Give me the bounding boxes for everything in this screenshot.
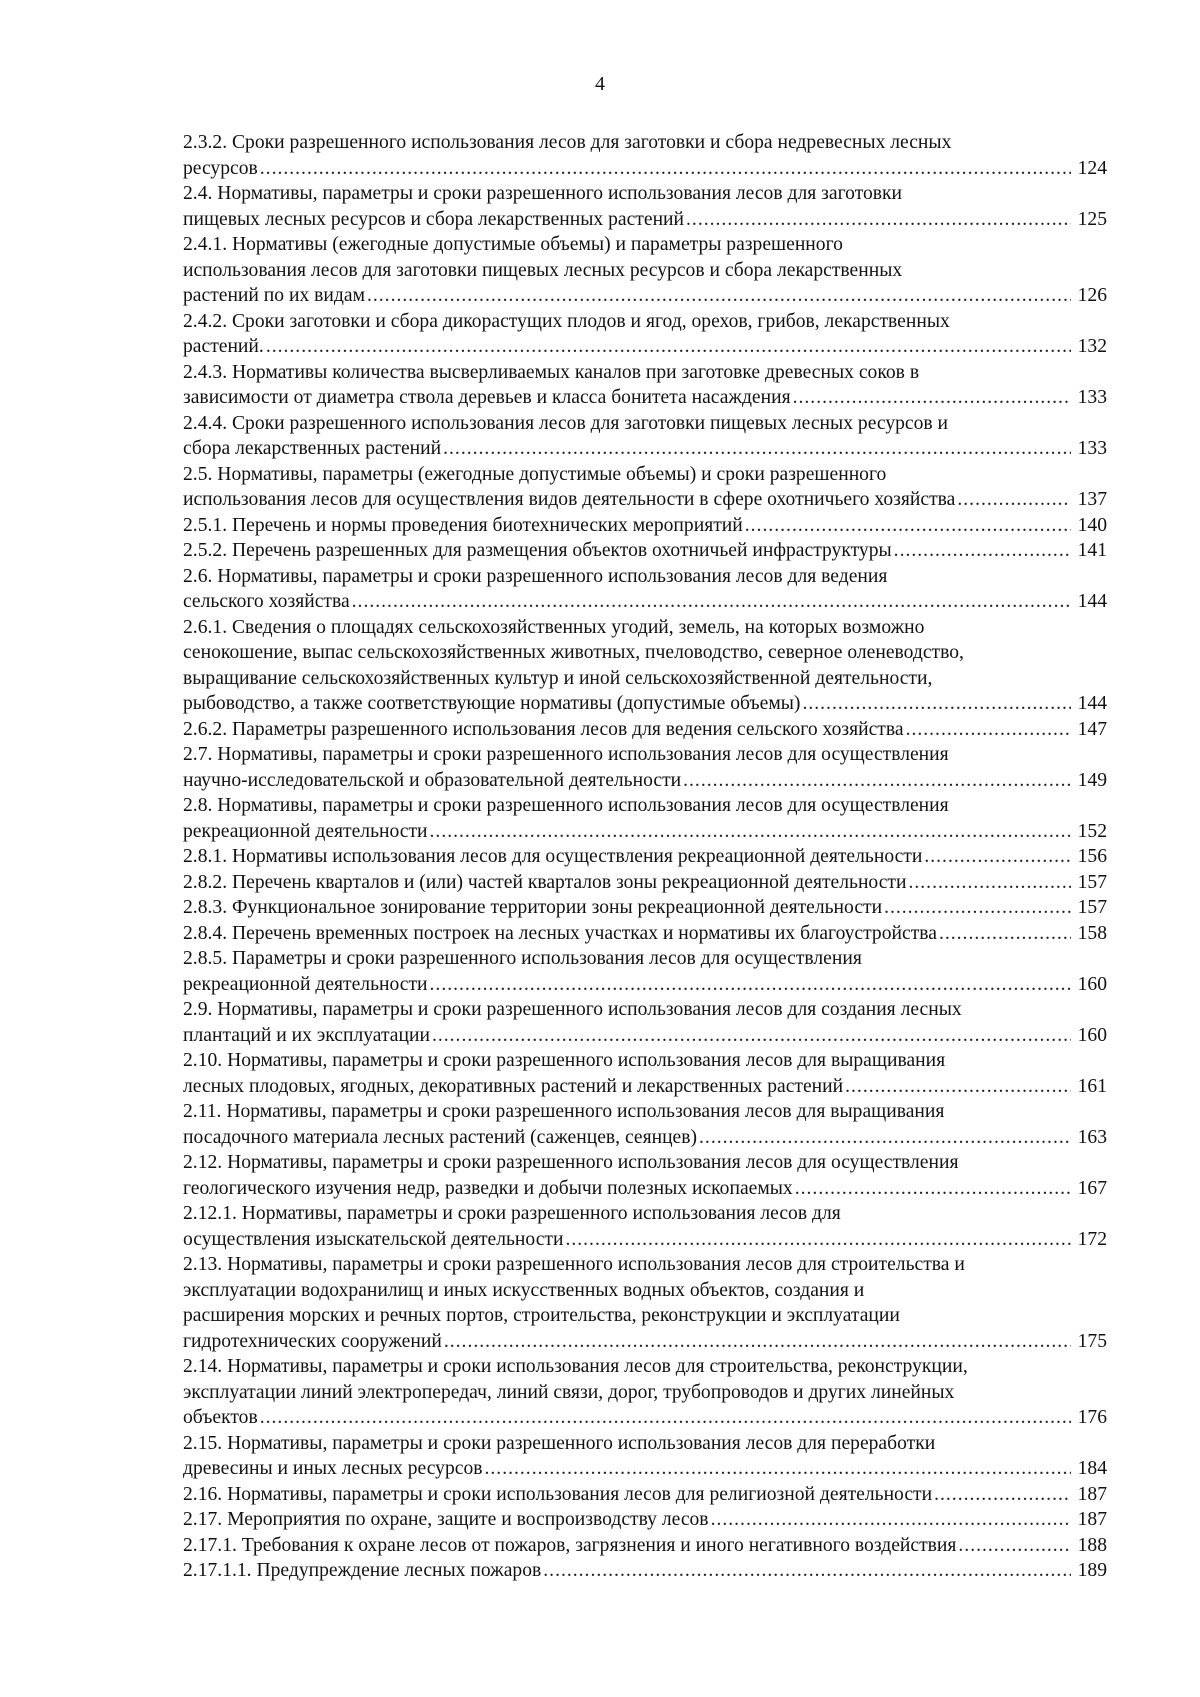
toc-entry-page: 172 bbox=[1077, 1228, 1107, 1250]
toc-entry-page: 125 bbox=[1077, 208, 1107, 230]
toc-entry bbox=[183, 462, 1107, 513]
toc-entry bbox=[183, 1533, 1107, 1559]
dot-leader bbox=[266, 334, 1071, 360]
dot-leader bbox=[543, 1558, 1071, 1584]
toc-entry bbox=[183, 1252, 1107, 1354]
toc-entry bbox=[183, 1431, 1107, 1482]
dot-leader bbox=[565, 1227, 1071, 1253]
toc-entry bbox=[183, 1507, 1107, 1533]
dot-leader bbox=[894, 538, 1071, 564]
toc-entry bbox=[183, 564, 1107, 615]
toc-entry-title: рекреационной деятельности bbox=[183, 973, 428, 995]
toc-entry-page: 160 bbox=[1077, 973, 1107, 995]
toc-entry-line: 2.11. Нормативы, параметры и сроки разрешенного использования лесов для выращивания bbox=[183, 1101, 945, 1122]
dot-leader bbox=[430, 819, 1071, 845]
toc-entry-title: объектов bbox=[183, 1407, 258, 1428]
toc-entry-line: 2.6.1. Сведения о площадях сельскохозяйственных угодий, земель, на которых возможно bbox=[183, 616, 925, 638]
toc-entry-line: 2.13. Нормативы, параметры и сроки разрешенного использования лесов для строительства и bbox=[183, 1254, 965, 1275]
toc-entry-page: 176 bbox=[1077, 1407, 1107, 1428]
toc-entry bbox=[183, 411, 1107, 462]
toc-entry-page: 187 bbox=[1077, 1509, 1107, 1530]
toc-entry-title: растений. bbox=[183, 336, 264, 357]
toc-entry-title: древесины и иных лесных ресурсов bbox=[183, 1458, 483, 1479]
toc-entry bbox=[183, 1354, 1107, 1431]
dot-leader bbox=[430, 972, 1071, 998]
toc-entry bbox=[183, 742, 1107, 793]
dot-leader bbox=[711, 1507, 1071, 1533]
toc-entry-page: 163 bbox=[1077, 1126, 1107, 1148]
dot-leader bbox=[683, 768, 1071, 794]
toc-entry-line: 2.8. Нормативы, параметры и сроки разрешенного использования лесов для осуществления bbox=[183, 795, 949, 816]
toc-entry-page: 184 bbox=[1077, 1458, 1107, 1479]
toc-entry bbox=[183, 997, 1107, 1048]
toc-entry-title: гидротехнических сооружений bbox=[183, 1330, 442, 1352]
toc-entry-line: эксплуатации линий электропередач, линий связи, дорог, трубопроводов и других линейных bbox=[183, 1381, 955, 1403]
toc-entry-line: 2.12. Нормативы, параметры и сроки разрешенного использования лесов для осуществления bbox=[183, 1152, 959, 1173]
dot-leader bbox=[924, 844, 1071, 870]
toc-entry-line: 2.7. Нормативы, параметры и сроки разрешенного использования лесов для осуществления bbox=[183, 744, 949, 765]
toc-entry-page: 152 bbox=[1077, 820, 1107, 842]
toc-entry-page: 124 bbox=[1077, 157, 1107, 179]
dot-leader bbox=[958, 1533, 1071, 1559]
toc-entry-page: 157 bbox=[1077, 871, 1107, 893]
toc-entry-page: 144 bbox=[1077, 693, 1107, 714]
toc-entry-title: геологического изучения недр, разведки и добычи полезных ископаемых bbox=[183, 1177, 793, 1199]
toc-entry bbox=[183, 513, 1107, 539]
dot-leader bbox=[745, 513, 1071, 539]
toc-entry-page: 187 bbox=[1077, 1483, 1107, 1505]
toc-entry-title: рекреационной деятельности bbox=[183, 820, 428, 842]
toc-entry-line: выращивание сельскохозяйственных культур и иной сельскохозяйственной деятельности, bbox=[183, 667, 933, 689]
table-of-contents bbox=[183, 130, 1107, 1584]
dot-leader bbox=[884, 895, 1071, 921]
toc-entry-line: использования лесов для заготовки пищевых лесных ресурсов и сбора лекарственных bbox=[183, 259, 903, 281]
toc-entry-title: сельского хозяйства bbox=[183, 591, 350, 612]
toc-entry-line: 2.8.5. Параметры и сроки разрешенного использования лесов для осуществления bbox=[183, 948, 862, 969]
toc-entry-title: 2.6.2. Параметры разрешенного использования лесов для ведения сельского хозяйства bbox=[183, 718, 904, 740]
toc-entry-page: 141 bbox=[1077, 540, 1107, 561]
toc-entry-line: расширения морских и речных портов, строительства, реконструкции и эксплуатации bbox=[183, 1305, 900, 1326]
toc-entry-title: сбора лекарственных растений bbox=[183, 438, 442, 459]
toc-entry bbox=[183, 1048, 1107, 1099]
toc-entry-title: рыбоводство, а также соответствующие нормативы (допустимые объемы) bbox=[183, 693, 801, 714]
toc-entry bbox=[183, 130, 1107, 181]
toc-entry-page: 161 bbox=[1077, 1075, 1107, 1097]
toc-entry-line: 2.15. Нормативы, параметры и сроки разрешенного использования лесов для переработки bbox=[183, 1432, 936, 1454]
toc-entry-title: осуществления изыскательской деятельности bbox=[183, 1228, 564, 1250]
toc-entry-title: лесных плодовых, ягодных, декоративных растений и лекарственных растений bbox=[183, 1075, 844, 1097]
dot-leader bbox=[939, 921, 1071, 947]
dot-leader bbox=[908, 870, 1071, 896]
toc-entry-title: 2.17.1.1. Предупреждение лесных пожаров bbox=[183, 1560, 542, 1581]
toc-entry bbox=[183, 360, 1107, 411]
toc-entry-title: пищевых лесных ресурсов и сбора лекарственных растений bbox=[183, 208, 685, 230]
toc-entry-title: 2.5.2. Перечень разрешенных для размещения объектов охотничьей инфраструктуры bbox=[183, 540, 892, 561]
dot-leader bbox=[845, 1074, 1071, 1100]
dot-leader bbox=[485, 1456, 1072, 1482]
toc-entry bbox=[183, 1099, 1107, 1150]
toc-entry-line: 2.9. Нормативы, параметры и сроки разрешенного использования лесов для создания лесных bbox=[183, 999, 962, 1020]
toc-entry-line: 2.4. Нормативы, параметры и сроки разрешенного использования лесов для заготовки bbox=[183, 183, 903, 204]
toc-entry bbox=[183, 232, 1107, 309]
toc-entry-title: посадочного материала лесных растений (саженцев, сеянцев) bbox=[183, 1126, 698, 1148]
toc-entry-title: растений по их видам bbox=[183, 285, 365, 306]
toc-entry-line: 2.4.2. Сроки заготовки и сбора дикорастущих плодов и ягод, орехов, грибов, лекарственных bbox=[183, 310, 950, 332]
toc-entry-line: 2.4.1. Нормативы (ежегодные допустимые объемы) и параметры разрешенного bbox=[183, 234, 843, 255]
toc-entry-title: 2.17. Мероприятия по охране, защите и воспроизводству лесов bbox=[183, 1509, 709, 1530]
toc-entry bbox=[183, 793, 1107, 844]
toc-entry-page: 158 bbox=[1077, 922, 1107, 944]
dot-leader bbox=[260, 156, 1071, 182]
toc-entry-page: 132 bbox=[1077, 336, 1107, 357]
toc-entry-page: 188 bbox=[1077, 1534, 1107, 1556]
toc-entry-line: 2.12.1. Нормативы, параметры и сроки разрешенного использования лесов для bbox=[183, 1203, 841, 1224]
toc-entry-page: 133 bbox=[1077, 438, 1107, 459]
toc-entry bbox=[183, 921, 1107, 947]
page-number: 4 bbox=[595, 73, 605, 95]
dot-leader bbox=[367, 283, 1071, 309]
toc-entry bbox=[183, 1150, 1107, 1201]
toc-entry-page: 149 bbox=[1077, 769, 1107, 791]
toc-entry-page: 137 bbox=[1077, 489, 1107, 510]
toc-entry bbox=[183, 895, 1107, 921]
dot-leader bbox=[802, 691, 1071, 717]
toc-entry-title: зависимости от диаметра ствола деревьев и класса бонитета насаждения bbox=[183, 387, 791, 408]
dot-leader bbox=[795, 1176, 1071, 1202]
toc-entry-title: использования лесов для осуществления видов деятельности в сфере охотничьего хозяйства bbox=[183, 489, 956, 510]
dot-leader bbox=[699, 1125, 1071, 1151]
toc-entry-title: 2.16. Нормативы, параметры и сроки использования лесов для религиозной деятельности bbox=[183, 1483, 933, 1505]
toc-entry-page: 147 bbox=[1077, 718, 1107, 740]
dot-leader bbox=[432, 1023, 1071, 1049]
toc-entry-title: 2.17.1. Требования к охране лесов от пожаров, загрязнения и иного негативного воздействия bbox=[183, 1534, 957, 1556]
dot-leader bbox=[906, 717, 1071, 743]
toc-entry-page: 189 bbox=[1077, 1560, 1107, 1581]
toc-entry-page: 133 bbox=[1077, 387, 1107, 408]
toc-entry-line: 2.3.2. Сроки разрешенного использования лесов для заготовки и сбора недревесных лесных bbox=[183, 132, 952, 153]
toc-entry bbox=[183, 1482, 1107, 1508]
toc-entry-line: 2.10. Нормативы, параметры и сроки разрешенного использования лесов для выращивания bbox=[183, 1050, 946, 1071]
toc-entry-page: 167 bbox=[1077, 1177, 1107, 1199]
toc-entry bbox=[183, 309, 1107, 360]
dot-leader bbox=[957, 487, 1071, 513]
toc-entry-page: 140 bbox=[1077, 514, 1107, 536]
dot-leader bbox=[444, 1329, 1071, 1355]
toc-entry-line: эксплуатации водохранилищ и иных искусственных водных объектов, создания и bbox=[183, 1279, 865, 1301]
toc-entry bbox=[183, 870, 1107, 896]
toc-entry bbox=[183, 181, 1107, 232]
toc-entry-title: плантаций и их эксплуатации bbox=[183, 1024, 430, 1046]
toc-entry-page: 160 bbox=[1077, 1024, 1107, 1046]
toc-entry bbox=[183, 946, 1107, 997]
dot-leader bbox=[934, 1482, 1071, 1508]
dot-leader bbox=[793, 385, 1071, 411]
toc-entry-line: 2.6. Нормативы, параметры и сроки разрешенного использования лесов для ведения bbox=[183, 565, 888, 587]
toc-entry-page: 157 bbox=[1077, 897, 1107, 918]
toc-entry-line: 2.14. Нормативы, параметры и сроки использования лесов для строительства, реконструкции, bbox=[183, 1356, 968, 1377]
toc-entry-title: 2.8.4. Перечень временных построек на лесных участках и нормативы их благоустройства bbox=[183, 922, 937, 944]
toc-entry bbox=[183, 1201, 1107, 1252]
toc-entry bbox=[183, 1558, 1107, 1584]
toc-entry-page: 144 bbox=[1077, 591, 1107, 612]
toc-entry-page: 126 bbox=[1077, 285, 1107, 306]
toc-entry-title: 2.5.1. Перечень и нормы проведения биотехнических мероприятий bbox=[183, 514, 743, 536]
toc-entry-title: научно-исследовательской и образовательной деятельности bbox=[183, 769, 682, 791]
toc-entry-title: ресурсов bbox=[183, 157, 258, 179]
toc-entry-line: 2.4.3. Нормативы количества высверливаемых каналов при заготовке древесных соков в bbox=[183, 361, 920, 383]
toc-entry-title: 2.8.1. Нормативы использования лесов для осуществления рекреационной деятельности bbox=[183, 846, 923, 867]
toc-entry bbox=[183, 615, 1107, 717]
toc-entry-line: сенокошение, выпас сельскохозяйственных животных, пчеловодство, северное оленеводство, bbox=[183, 642, 964, 663]
toc-entry-title: 2.8.3. Функциональное зонирование территории зоны рекреационной деятельности bbox=[183, 897, 883, 918]
toc-entry-title: 2.8.2. Перечень кварталов и (или) частей кварталов зоны рекреационной деятельности bbox=[183, 871, 907, 893]
dot-leader bbox=[686, 207, 1071, 233]
toc-entry bbox=[183, 717, 1107, 743]
toc-entry bbox=[183, 844, 1107, 870]
dot-leader bbox=[443, 436, 1071, 462]
toc-entry-line: 2.5. Нормативы, параметры (ежегодные допустимые объемы) и сроки разрешенного bbox=[183, 463, 887, 485]
toc-entry-page: 175 bbox=[1077, 1330, 1107, 1352]
toc-entry-line: 2.4.4. Сроки разрешенного использования лесов для заготовки пищевых лесных ресурсов и bbox=[183, 412, 949, 434]
dot-leader bbox=[352, 589, 1071, 615]
toc-entry-page: 156 bbox=[1077, 846, 1107, 867]
toc-entry bbox=[183, 538, 1107, 564]
dot-leader bbox=[260, 1405, 1071, 1431]
